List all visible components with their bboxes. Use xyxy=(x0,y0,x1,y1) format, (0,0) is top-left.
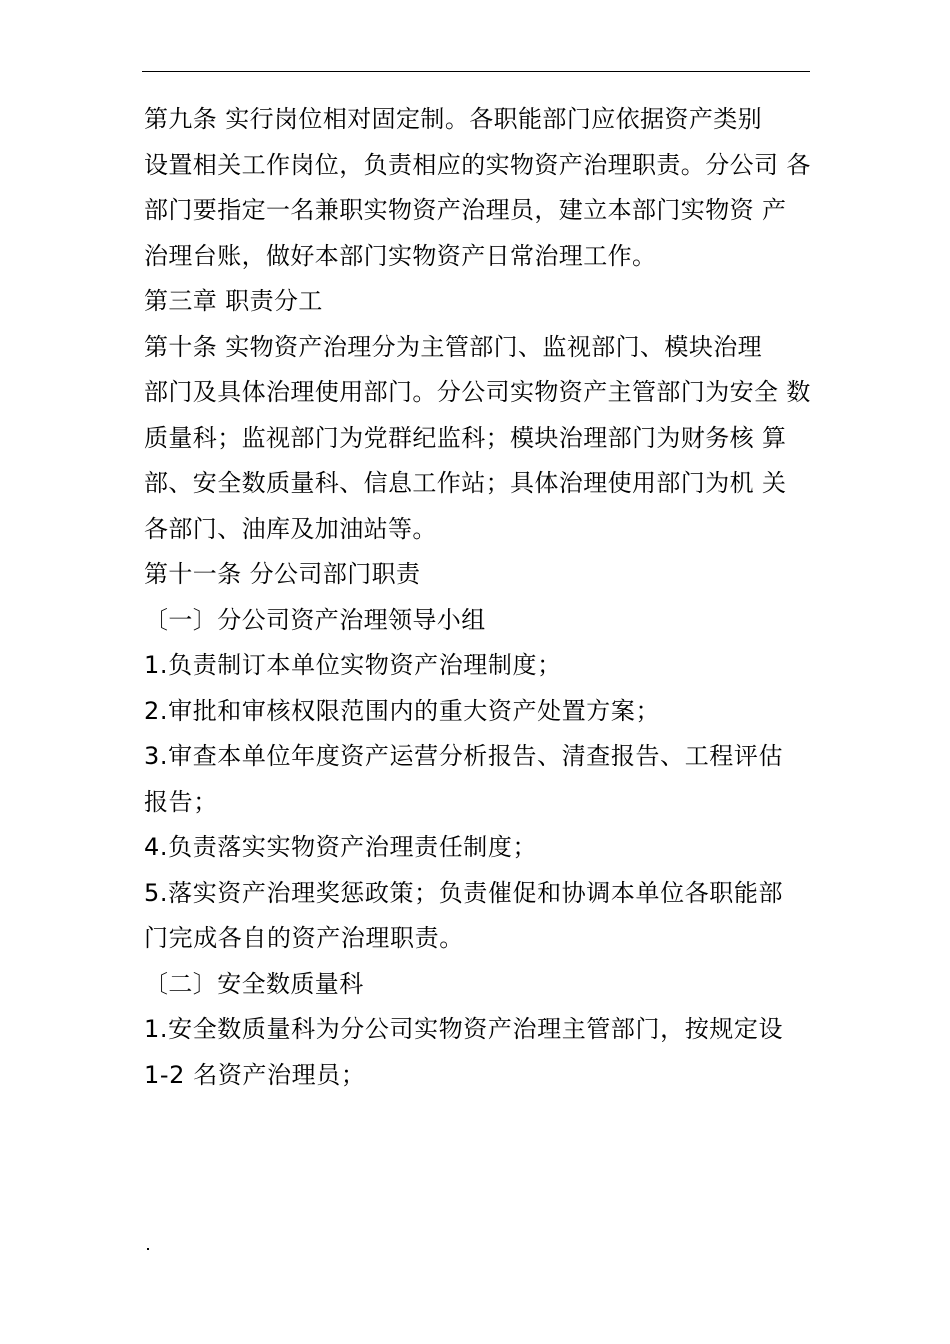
section-heading: 〔一〕分公司资产治理领导小组 xyxy=(144,605,486,634)
paragraph-line: 部、安全数质量科、信息工作站；具体治理使用部门为机 关 xyxy=(144,469,787,497)
list-item-continuation: 门完成各自的资产治理职责。 xyxy=(144,924,464,952)
chapter-heading: 第三章 职责分工 xyxy=(144,287,323,315)
list-item: 1.负责制订本单位实物资产治理制度； xyxy=(144,651,562,679)
list-item: 1.安全数质量科为分公司实物资产治理主管部门，按规定设 xyxy=(144,1015,784,1043)
section-heading: 〔二〕安全数质量科 xyxy=(144,969,364,998)
article-heading: 第十一条 分公司部门职责 xyxy=(144,560,421,588)
document-body xyxy=(144,97,814,1098)
list-item-continuation: 1-2 名资产治理员； xyxy=(144,1060,366,1089)
list-item: 5.落实资产治理奖惩政策；负责催促和协调本单位各职能部 xyxy=(144,878,784,907)
paragraph-line: 部门要指定一名兼职实物资产治理员，建立本部门实物资 产 xyxy=(144,196,787,224)
list-item: 3.审查本单位年度资产运营分析报告、清查报告、工程评估 xyxy=(144,742,784,770)
paragraph-line: 质量科；监视部门为党群纪监科；模块治理部门为财务核 算 xyxy=(144,423,787,452)
paragraph-line: 第十条 实物资产治理分为主管部门、监视部门、模块治理 xyxy=(144,332,763,361)
footer-mark xyxy=(147,1248,149,1250)
paragraph-line: 治理台账，做好本部门实物资产日常治理工作。 xyxy=(144,241,657,270)
paragraph-line: 第九条 实行岗位相对固定制。各职能部门应依据资产类别 xyxy=(144,105,763,133)
paragraph-line: 部门及具体治理使用部门。分公司实物资产主管部门为安全 数 xyxy=(144,378,811,406)
paragraph-line: 设置相关工作岗位，负责相应的实物资产治理职责。分公司 各 xyxy=(144,150,811,179)
list-item-continuation: 报告； xyxy=(144,787,218,816)
header-rule xyxy=(142,71,810,72)
paragraph-line: 各部门、油库及加油站等。 xyxy=(144,514,437,543)
list-item: 2.审批和审核权限范围内的重大资产处置方案； xyxy=(144,696,661,725)
list-item: 4.负责落实实物资产治理责任制度； xyxy=(144,833,538,861)
